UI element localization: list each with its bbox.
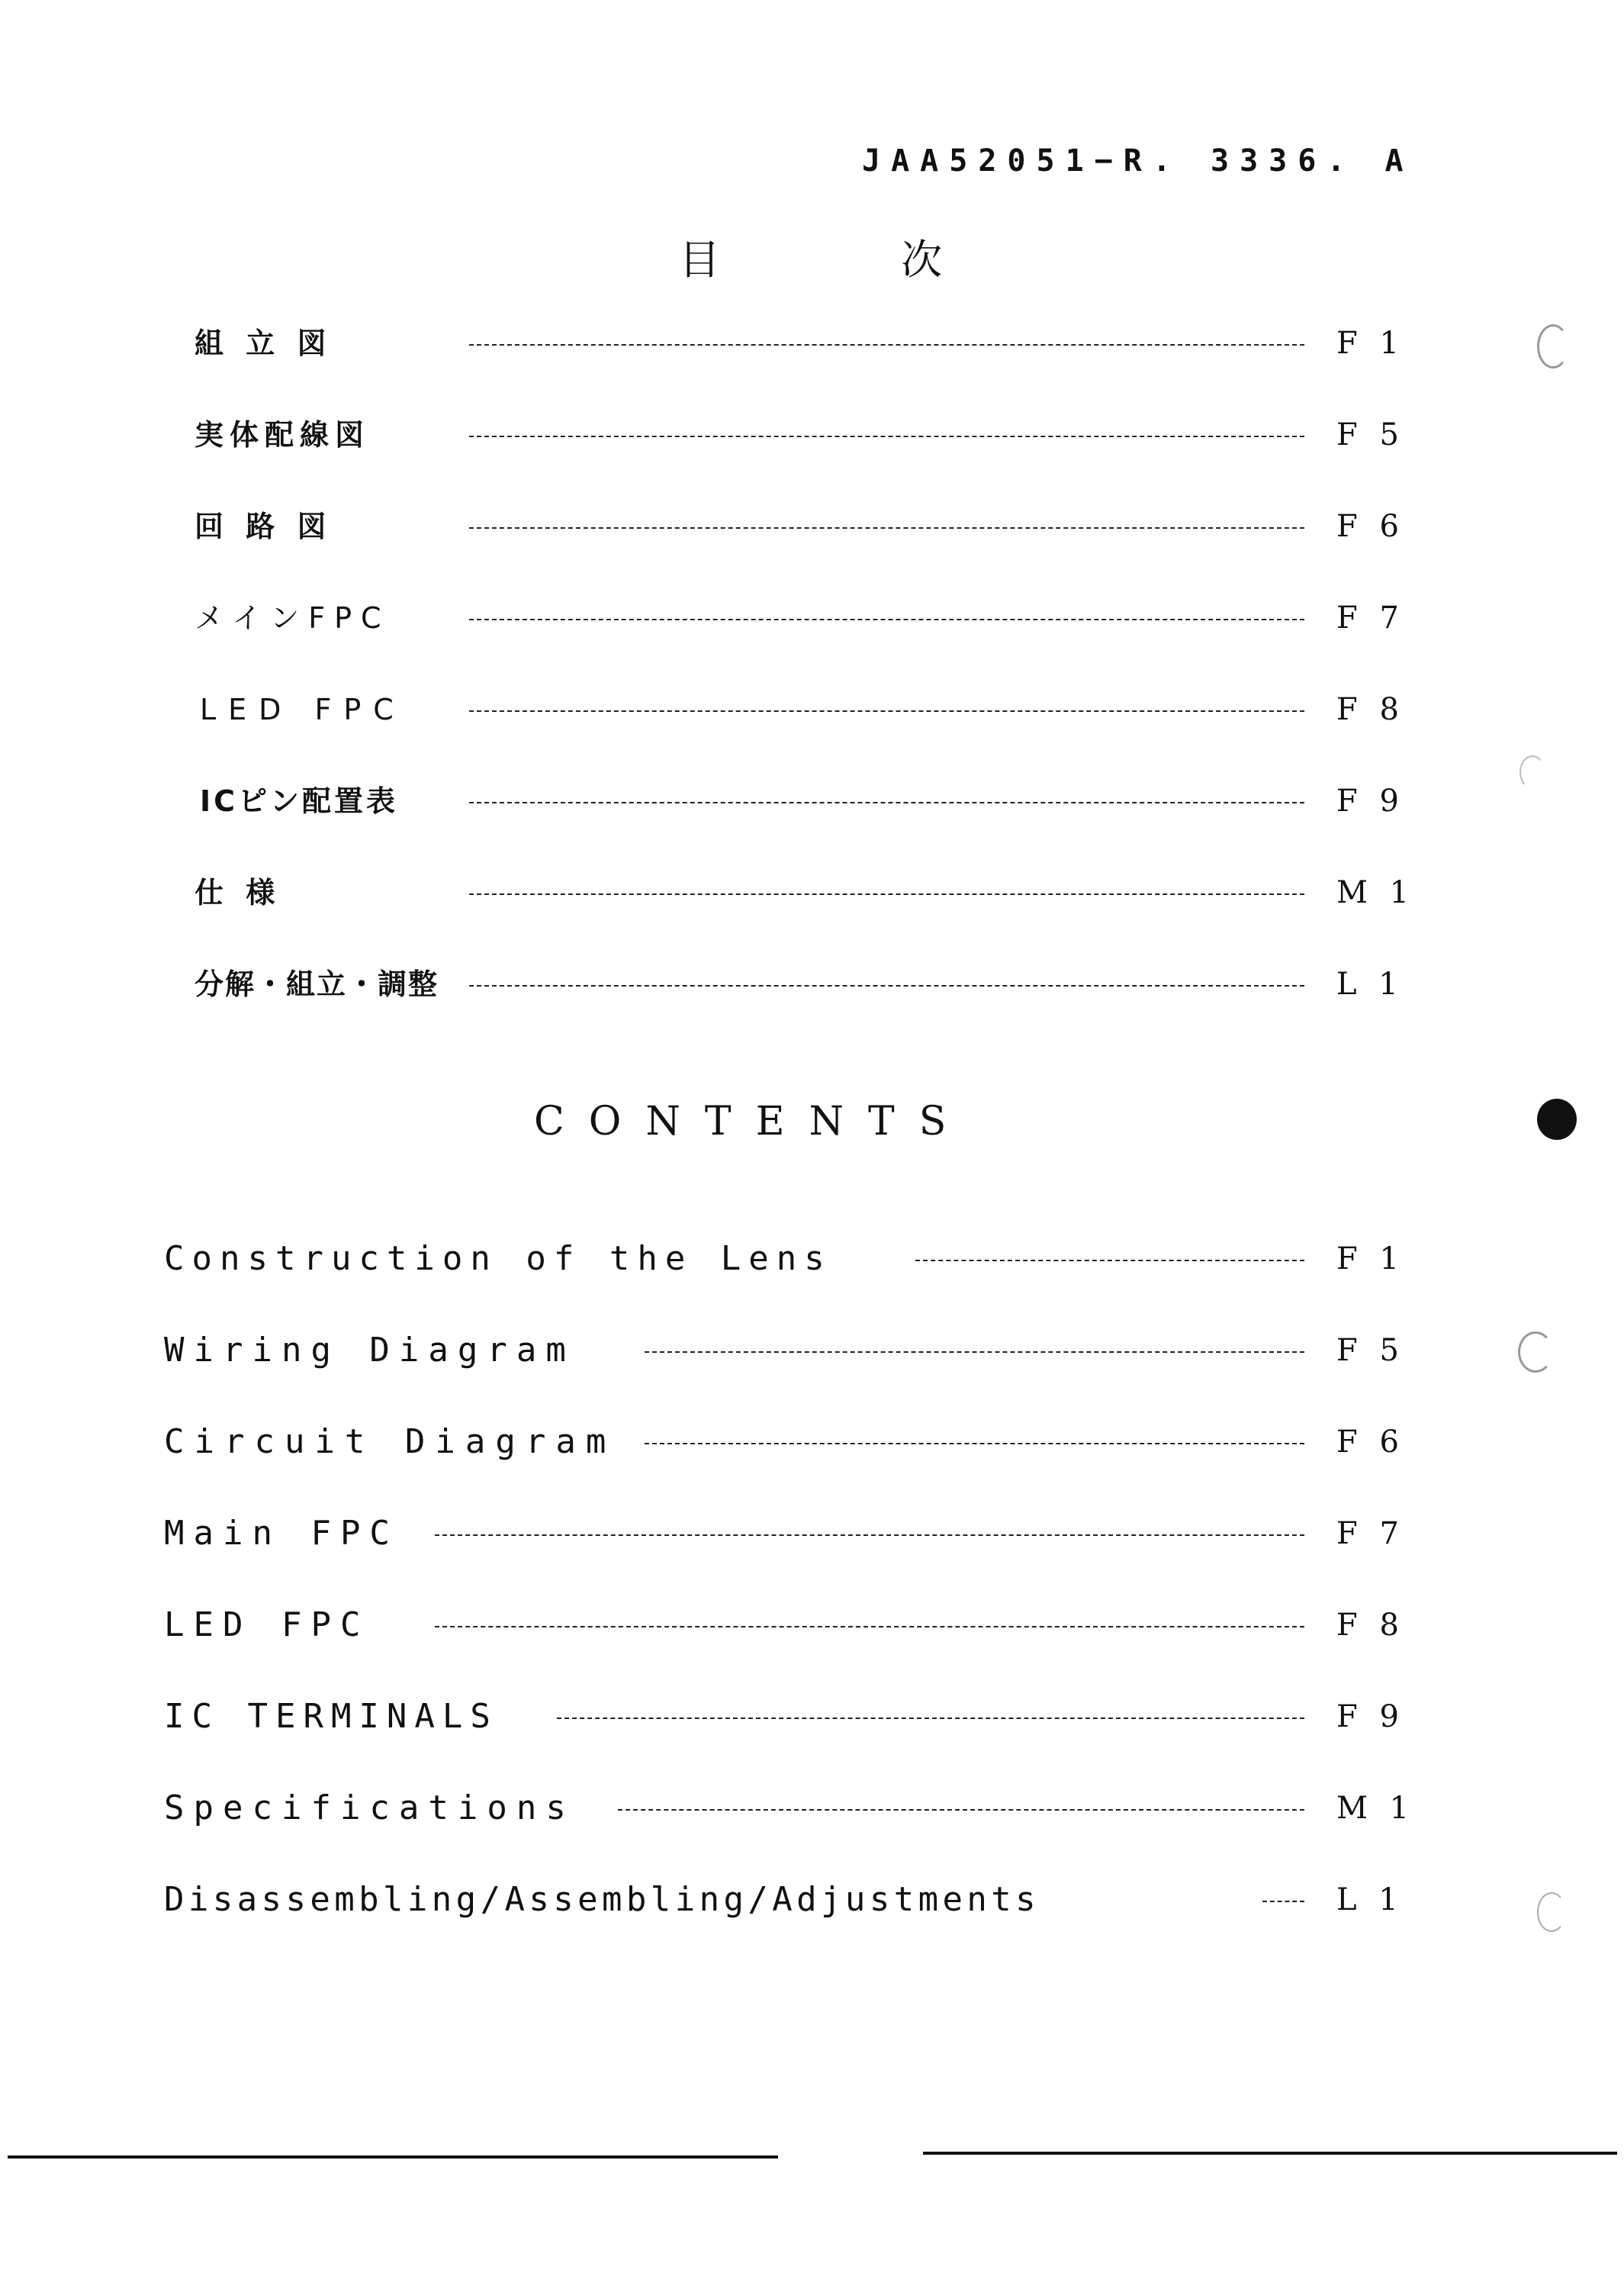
toc-entry-label: Specifications bbox=[164, 1788, 575, 1827]
binder-hole-mark bbox=[1518, 1331, 1553, 1373]
footer-rule-right bbox=[923, 2152, 1617, 2155]
dotted-leader bbox=[469, 527, 1304, 529]
toc-entry-en bbox=[0, 1694, 1624, 1740]
dotted-leader bbox=[469, 802, 1304, 803]
toc-entry-jp bbox=[0, 778, 1624, 824]
toc-entry-label: Wiring Diagram bbox=[164, 1331, 575, 1370]
dotted-leader bbox=[557, 1718, 1304, 1719]
binder-hole-mark bbox=[1519, 755, 1545, 789]
binder-hole-mark bbox=[1537, 324, 1569, 369]
toc-entry-jp bbox=[0, 870, 1624, 916]
toc-entry-label: メインFPC bbox=[195, 601, 391, 635]
toc-entry-en bbox=[0, 1602, 1624, 1648]
toc-entry-jp bbox=[0, 504, 1624, 549]
toc-entry-label: Main FPC bbox=[164, 1514, 399, 1553]
dotted-leader bbox=[435, 1626, 1304, 1627]
dotted-leader bbox=[469, 710, 1304, 712]
toc-entry-page: M 1 bbox=[1336, 875, 1416, 910]
toc-entry-label: Construction of the Lens bbox=[164, 1239, 832, 1278]
toc-entry-page: F 7 bbox=[1336, 1516, 1405, 1551]
toc-entry-jp bbox=[0, 961, 1624, 1007]
toc-entry-page: F 8 bbox=[1336, 692, 1405, 727]
toc-entry-label: 回 路 図 bbox=[195, 510, 333, 543]
dotted-leader bbox=[469, 436, 1304, 437]
toc-entry-page: F 6 bbox=[1336, 1425, 1405, 1460]
toc-entry-en bbox=[0, 1236, 1624, 1282]
japanese-title: 目 次 bbox=[679, 236, 1027, 284]
toc-entry-page: F 9 bbox=[1336, 1699, 1405, 1734]
toc-entry-page: F 6 bbox=[1336, 509, 1405, 544]
toc-entry-page: F 5 bbox=[1336, 417, 1405, 452]
document-number: JAA52051−R. 3336. A bbox=[862, 143, 1414, 179]
toc-entry-page: L 1 bbox=[1336, 1882, 1404, 1917]
toc-entry-en bbox=[0, 1328, 1624, 1373]
toc-entry-page: F 7 bbox=[1336, 600, 1405, 636]
toc-entry-page: F 5 bbox=[1336, 1333, 1405, 1368]
dotted-leader bbox=[1262, 1901, 1304, 1902]
toc-entry-label: 仕 様 bbox=[195, 876, 281, 909]
toc-entry-label: 実体配線図 bbox=[195, 418, 371, 452]
footer-rule-left bbox=[8, 2155, 778, 2159]
toc-entry-page: F 8 bbox=[1336, 1608, 1405, 1643]
binder-hole-mark bbox=[1537, 1892, 1566, 1932]
dotted-leader bbox=[618, 1809, 1304, 1811]
toc-entry-page: F 1 bbox=[1336, 326, 1405, 361]
dotted-leader bbox=[469, 344, 1304, 346]
dotted-leader bbox=[469, 893, 1304, 895]
dotted-leader bbox=[469, 985, 1304, 987]
dotted-leader bbox=[469, 619, 1304, 620]
toc-entry-jp bbox=[0, 320, 1624, 366]
dotted-leader bbox=[435, 1534, 1304, 1536]
toc-entry-en bbox=[0, 1511, 1624, 1557]
toc-entry-label: 組 立 図 bbox=[195, 327, 333, 360]
toc-entry-page: M 1 bbox=[1336, 1791, 1416, 1826]
toc-entry-label: 分解・組立・調整 bbox=[195, 967, 439, 1001]
toc-entry-label: Circuit Diagram bbox=[164, 1422, 616, 1461]
dotted-leader bbox=[645, 1443, 1304, 1444]
toc-entry-en bbox=[0, 1785, 1624, 1831]
toc-entry-page: L 1 bbox=[1336, 967, 1404, 1002]
binder-hole-mark bbox=[1537, 1099, 1577, 1140]
toc-entry-en bbox=[0, 1419, 1624, 1465]
toc-entry-label: LED FPC bbox=[200, 693, 406, 726]
toc-entry-label: LED FPC bbox=[164, 1605, 370, 1644]
dotted-leader bbox=[915, 1260, 1304, 1261]
toc-entry-jp bbox=[0, 412, 1624, 458]
dotted-leader bbox=[645, 1351, 1304, 1353]
toc-entry-page: F 9 bbox=[1336, 784, 1405, 819]
toc-entry-label: Disassembling/Assembling/Adjustments bbox=[164, 1880, 1040, 1919]
toc-entry-label: ICピン配置表 bbox=[200, 784, 399, 818]
toc-entry-page: F 1 bbox=[1336, 1241, 1405, 1276]
toc-entry-label: IC TERMINALS bbox=[164, 1697, 498, 1736]
toc-entry-jp bbox=[0, 687, 1624, 732]
toc-entry-jp bbox=[0, 595, 1624, 641]
english-title: CONTENTS bbox=[534, 1099, 971, 1144]
toc-entry-en bbox=[0, 1877, 1624, 1923]
